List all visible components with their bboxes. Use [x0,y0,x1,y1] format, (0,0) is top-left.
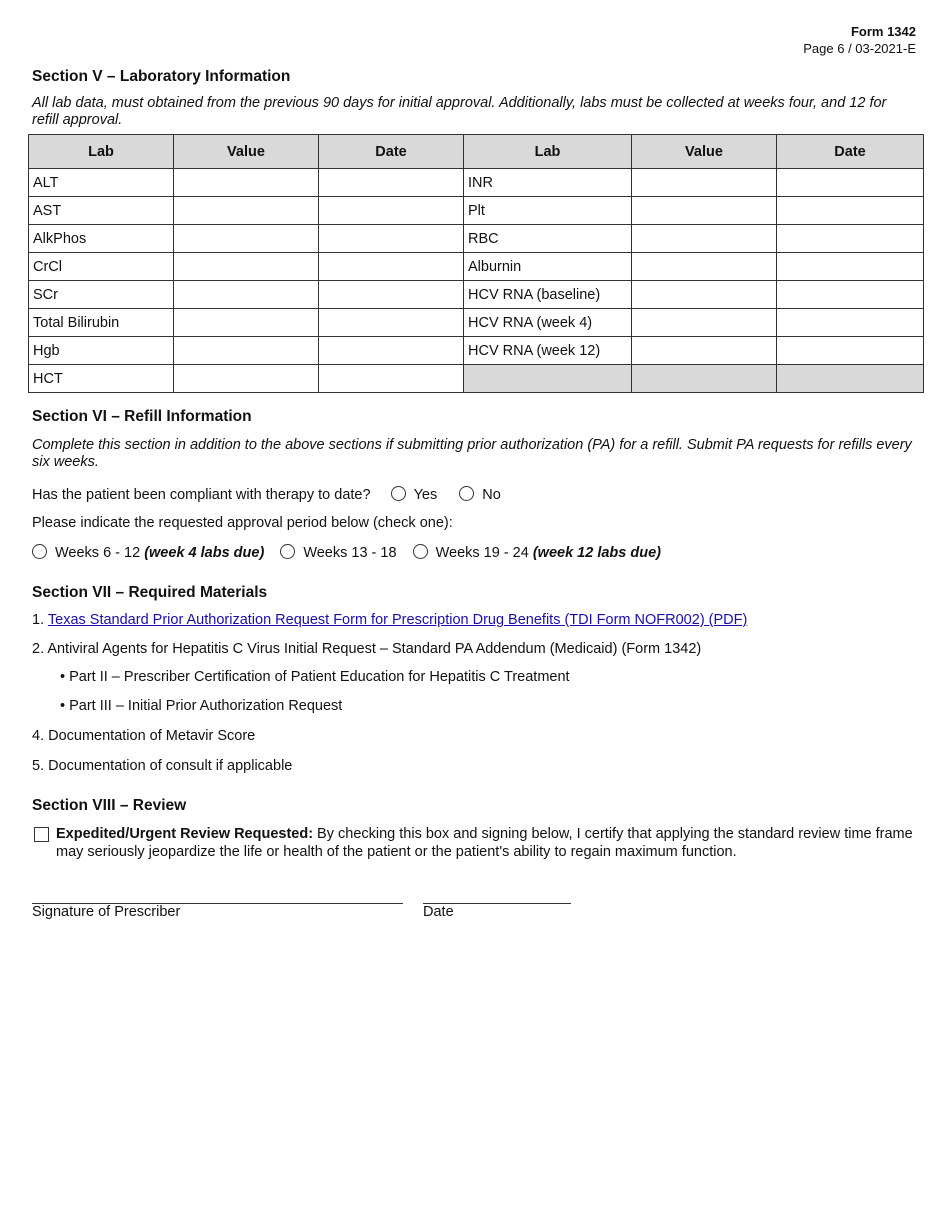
period-1-label: Weeks 6 - 12 [55,545,141,561]
lab-name: Total Bilirubin [29,309,174,337]
value-cell[interactable] [632,197,777,225]
lab-name: AST [29,197,174,225]
value-cell[interactable] [174,281,319,309]
lab-name: ALT [29,169,174,197]
signature-label: Signature of Prescriber [32,904,181,920]
expedited-checkbox[interactable] [34,827,49,846]
date-cell[interactable] [319,365,464,393]
date-cell[interactable] [319,197,464,225]
section-vi-title: Section VI – Refill Information [32,408,252,425]
expedited-label: Expedited/Urgent Review Requested: [56,826,314,842]
value-cell[interactable] [174,225,319,253]
table-row [29,281,924,309]
lab-name: RBC [464,225,632,253]
materials-item-2: 2. Antiviral Agents for Hepatitis C Virus Initial Request – Standard PA Addendum (Medicaid) (Form 1342) [32,641,702,657]
lab-name: SCr [29,281,174,309]
form-header [803,24,916,58]
date-cell[interactable] [777,197,924,225]
compliance-question: Has the patient been compliant with therapy to date? [32,487,371,503]
section-v-title: Section V – Laboratory Information [32,68,291,85]
value-cell[interactable] [632,253,777,281]
lab-name: CrCl [29,253,174,281]
date-cell[interactable] [319,169,464,197]
col-header-lab: Lab [29,135,174,169]
materials-bullet-2: • Part III – Initial Prior Authorization Request [60,698,343,714]
date-cell[interactable] [319,281,464,309]
date-label: Date [423,904,454,920]
tdi-form-link[interactable]: Texas Standard Prior Authorization Request Form for Prescription Drug Benefits (TDI Form NOFR002) (PDF) [47,612,748,628]
lab-table [28,134,924,393]
table-row [29,197,924,225]
col-header-value: Value [174,135,319,169]
value-cell[interactable] [632,169,777,197]
lab-name: Hgb [29,337,174,365]
shaded-empty-cell [777,365,924,393]
value-cell[interactable] [174,169,319,197]
shaded-empty-cell [464,365,632,393]
value-cell[interactable] [174,197,319,225]
date-cell[interactable] [777,253,924,281]
form-number: Form 1342 [850,24,916,39]
radio-icon[interactable] [459,486,474,501]
radio-icon[interactable] [32,544,47,559]
lab-name: AlkPhos [29,225,174,253]
date-cell[interactable] [319,309,464,337]
expedited-statement [56,825,916,861]
table-row [29,225,924,253]
lab-name: HCT [29,365,174,393]
yes-label: Yes [413,487,438,503]
date-cell[interactable] [319,225,464,253]
value-cell[interactable] [632,337,777,365]
value-cell[interactable] [174,253,319,281]
col-header-value: Value [632,135,777,169]
period-option-1[interactable] [32,544,264,561]
date-cell[interactable] [777,337,924,365]
shaded-empty-cell [632,365,777,393]
section-v-note: All lab data, must obtained from the previous 90 days for initial approval. Additionally, labs must be collected at weeks four, and 12 for refill approval. [32,95,887,128]
compliance-no-option[interactable] [459,486,501,503]
col-header-date: Date [319,135,464,169]
value-cell[interactable] [174,309,319,337]
value-cell[interactable] [174,365,319,393]
value-cell[interactable] [632,281,777,309]
materials-item-1 [32,612,747,628]
lab-name: HCV RNA (week 4) [464,309,632,337]
lab-name: Plt [464,197,632,225]
materials-item-4: 4. Documentation of Metavir Score [32,728,256,744]
radio-icon[interactable] [413,544,428,559]
radio-icon[interactable] [280,544,295,559]
col-header-lab: Lab [464,135,632,169]
table-row [29,337,924,365]
no-label: No [482,487,501,503]
table-row [29,309,924,337]
date-cell[interactable] [319,337,464,365]
lab-table-header [29,135,924,169]
page-info: Page 6 / 03-2021-E [803,41,916,56]
value-cell[interactable] [632,309,777,337]
period-options-row [32,544,661,561]
period-1-note: (week 4 labs due) [144,545,265,561]
item-1-number: 1. [32,612,45,628]
lab-name: HCV RNA (week 12) [464,337,632,365]
table-row [29,253,924,281]
value-cell[interactable] [632,225,777,253]
date-cell[interactable] [319,253,464,281]
section-vi-note: Complete this section in addition to the above sections if submitting prior authorization (PA) for a refill. Submit PA requests for refills every six weeks. [32,437,912,470]
checkbox-icon[interactable] [34,827,49,842]
table-row [29,365,924,393]
date-cell[interactable] [777,281,924,309]
period-option-3[interactable] [413,544,661,561]
period-prompt: Please indicate the requested approval period below (check one): [32,515,453,531]
lab-name: HCV RNA (baseline) [464,281,632,309]
section-vii-title: Section VII – Required Materials [32,584,268,601]
expedited-text: By checking this box and signing below, I certify that applying the standard review time frame may seriously jeopardize the life or health of the patient or the patient's ability to regain maximum function. [56,826,913,860]
lab-name: INR [464,169,632,197]
date-cell[interactable] [777,169,924,197]
date-cell[interactable] [777,225,924,253]
section-viii-title: Section VIII – Review [32,797,187,814]
value-cell[interactable] [174,337,319,365]
radio-icon[interactable] [391,486,406,501]
period-3-note: (week 12 labs due) [532,545,661,561]
compliance-row [32,486,501,503]
period-2-label: Weeks 13 - 18 [303,545,397,561]
compliance-yes-option[interactable] [391,486,438,503]
table-row [29,169,924,197]
col-header-date: Date [777,135,924,169]
date-cell[interactable] [777,309,924,337]
period-3-label: Weeks 19 - 24 [435,545,529,561]
materials-bullet-1: • Part II – Prescriber Certification of Patient Education for Hepatitis C Treatment [60,669,570,685]
lab-name: Alburnin [464,253,632,281]
period-option-2[interactable] [280,544,396,561]
materials-item-5: 5. Documentation of consult if applicable [32,758,293,774]
